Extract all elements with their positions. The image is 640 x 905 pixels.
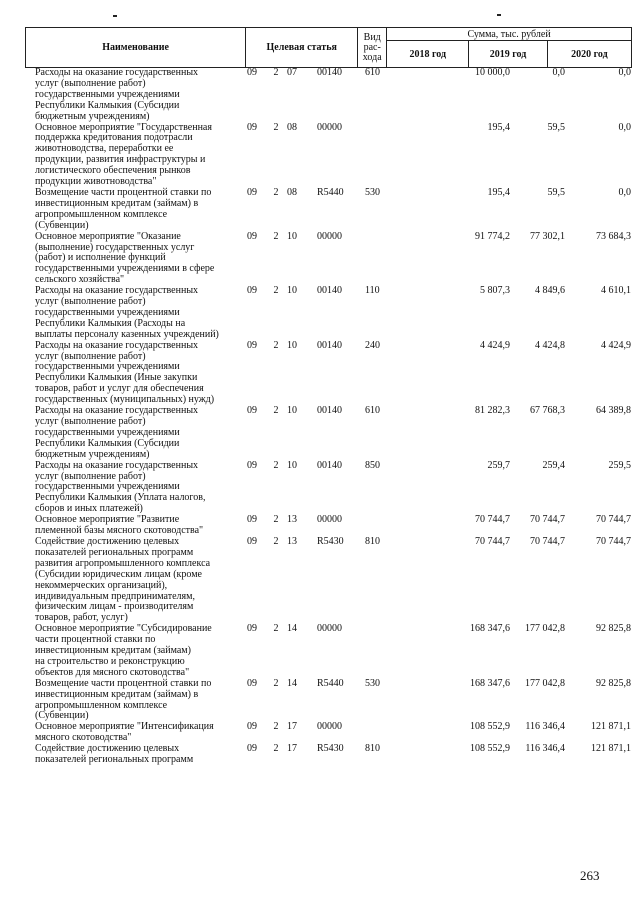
row-cell-c2: 2 bbox=[273, 405, 279, 417]
header-name: Наименование bbox=[26, 28, 246, 68]
row-cell-v1: 70 744,7 bbox=[475, 514, 510, 526]
row-cell-v3: 0,0 bbox=[618, 67, 631, 78]
row-cell-v3: 121 871,1 bbox=[591, 743, 631, 755]
row-cell-c4: R5440 bbox=[317, 186, 344, 198]
row-cell-c3: 07 bbox=[287, 67, 297, 78]
row-cell-c4: 00140 bbox=[317, 405, 342, 417]
row-cell-v1: 195,4 bbox=[487, 186, 510, 198]
row-cell-c5: 610 bbox=[365, 405, 380, 417]
row-name: Расходы на оказание государственных услуг (выполнение работ) государственными учреждениями Республики Калмыкия (Иные закупки товаров, работ и услуг для обеспечения государственных (муниципальных) нужд) bbox=[35, 339, 215, 406]
table-row bbox=[25, 68, 632, 123]
row-cell-v3: 92 825,8 bbox=[596, 623, 631, 635]
row-cell-c3: 10 bbox=[287, 339, 297, 351]
row-cell-v2: 67 768,3 bbox=[530, 405, 565, 417]
row-cell-c3: 10 bbox=[287, 459, 297, 471]
row-cell-c4: 00000 bbox=[317, 121, 342, 133]
row-cell-v3: 92 825,8 bbox=[596, 677, 631, 689]
row-cell-c5: 530 bbox=[365, 677, 380, 689]
table-header bbox=[25, 27, 632, 68]
row-cell-c4: 00140 bbox=[317, 285, 342, 297]
row-cell-v2: 116 346,4 bbox=[525, 743, 565, 755]
row-cell-v2: 177 042,8 bbox=[525, 623, 565, 635]
table-row bbox=[25, 722, 632, 744]
scan-speck bbox=[497, 14, 501, 16]
table-row bbox=[25, 624, 632, 679]
header-sum-title: Сумма, тыс. рублей bbox=[387, 28, 632, 41]
row-cell-c4: 00140 bbox=[317, 67, 342, 78]
row-cell-c2: 2 bbox=[273, 743, 279, 755]
row-name: Расходы на оказание государственных услуг (выполнение работ) государственными учреждениями Республики Калмыкия (Расходы на выплаты персоналу казенных учреждений) bbox=[35, 285, 219, 340]
row-name: Основное мероприятие "Оказание (выполнение) государственных услуг (работ) и исполнение функций государственными учреждениями в сфере сельского хозяйства" bbox=[35, 230, 215, 286]
row-cell-c5: 850 bbox=[365, 459, 380, 471]
row-cell-c1: 09 bbox=[247, 535, 257, 547]
row-cell-c5: 810 bbox=[365, 743, 380, 755]
header-year-2019: 2019 год bbox=[469, 41, 547, 68]
row-name: Расходы на оказание государственных услуг (выполнение работ) государственными учреждениями Республики Калмыкия (Субсидии бюджетным учреждениям) bbox=[35, 405, 199, 460]
row-cell-c3: 13 bbox=[287, 535, 297, 547]
row-cell-c4: 00000 bbox=[317, 623, 342, 635]
page-number: 263 bbox=[580, 868, 600, 883]
row-cell-v1: 195,4 bbox=[487, 121, 510, 133]
row-cell-v3: 64 389,8 bbox=[596, 405, 631, 417]
row-cell-c5: 240 bbox=[365, 339, 380, 351]
row-cell-v1: 168 347,6 bbox=[470, 677, 510, 689]
row-name: Расходы на оказание государственных услуг (выполнение работ) государственными учреждениями Республики Калмыкия (Субсидии бюджетным учреждениям) bbox=[35, 67, 199, 122]
row-cell-c3: 13 bbox=[287, 514, 297, 526]
row-cell-c2: 2 bbox=[273, 121, 279, 133]
row-cell-c3: 10 bbox=[287, 230, 297, 242]
row-cell-c1: 09 bbox=[247, 339, 257, 351]
row-cell-c1: 09 bbox=[247, 623, 257, 635]
row-cell-v2: 259,4 bbox=[542, 459, 565, 471]
row-cell-v3: 4 424,9 bbox=[601, 339, 631, 351]
row-cell-c2: 2 bbox=[273, 67, 279, 78]
row-cell-c4: 00000 bbox=[317, 514, 342, 526]
header-year-2018: 2018 год bbox=[387, 41, 469, 68]
row-cell-v3: 73 684,3 bbox=[596, 230, 631, 242]
row-cell-c1: 09 bbox=[247, 743, 257, 755]
row-name: Расходы на оказание государственных услуг (выполнение работ) государственными учреждениями Республики Калмыкия (Уплата налогов, сборов и иных платежей) bbox=[35, 459, 206, 515]
row-cell-v2: 59,5 bbox=[547, 186, 565, 198]
row-cell-c4: 00140 bbox=[317, 459, 342, 471]
row-cell-c1: 09 bbox=[247, 677, 257, 689]
row-cell-v3: 259,5 bbox=[608, 459, 631, 471]
row-cell-c3: 08 bbox=[287, 186, 297, 198]
table-row bbox=[25, 515, 632, 537]
row-cell-c3: 10 bbox=[287, 405, 297, 417]
row-cell-v1: 4 424,9 bbox=[480, 339, 510, 351]
row-cell-c1: 09 bbox=[247, 67, 257, 78]
row-cell-v1: 5 807,3 bbox=[480, 285, 510, 297]
row-cell-c2: 2 bbox=[273, 459, 279, 471]
header-expense-type: Вид рас- хода bbox=[358, 28, 387, 68]
row-cell-c1: 09 bbox=[247, 230, 257, 242]
row-name: Основное мероприятие "Развитие племенной базы мясного скотоводства" bbox=[35, 514, 204, 537]
row-cell-c2: 2 bbox=[273, 535, 279, 547]
row-cell-v1: 81 282,3 bbox=[475, 405, 510, 417]
row-cell-c2: 2 bbox=[273, 623, 279, 635]
row-cell-c2: 2 bbox=[273, 514, 279, 526]
table-row bbox=[25, 406, 632, 461]
row-cell-c4: R5440 bbox=[317, 677, 344, 689]
row-cell-c4: 00000 bbox=[317, 721, 342, 733]
row-cell-c1: 09 bbox=[247, 459, 257, 471]
row-cell-c2: 2 bbox=[273, 186, 279, 198]
row-cell-v2: 4 424,8 bbox=[535, 339, 565, 351]
table-row bbox=[25, 188, 632, 232]
row-cell-c2: 2 bbox=[273, 339, 279, 351]
table-row bbox=[25, 232, 632, 287]
row-cell-v1: 108 552,9 bbox=[470, 721, 510, 733]
scan-speck bbox=[113, 15, 117, 17]
row-cell-c1: 09 bbox=[247, 514, 257, 526]
row-cell-v2: 77 302,1 bbox=[530, 230, 565, 242]
row-cell-c4: 00000 bbox=[317, 230, 342, 242]
row-cell-v1: 108 552,9 bbox=[470, 743, 510, 755]
table-row bbox=[25, 461, 632, 516]
table-row bbox=[25, 341, 632, 406]
row-name: Основное мероприятие "Государственная поддержка кредитования подотрасли животноводства, переработки ее продукции, развития инфраструктуры и логистического обеспечения рынков продукции животноводства" bbox=[35, 121, 212, 188]
row-cell-c5: 110 bbox=[365, 285, 380, 297]
row-cell-c3: 17 bbox=[287, 721, 297, 733]
table-row bbox=[25, 537, 632, 624]
row-cell-c2: 2 bbox=[273, 721, 279, 733]
row-cell-c1: 09 bbox=[247, 121, 257, 133]
row-cell-v3: 121 871,1 bbox=[591, 721, 631, 733]
row-cell-c2: 2 bbox=[273, 230, 279, 242]
row-cell-v2: 4 849,6 bbox=[535, 285, 565, 297]
row-cell-v1: 259,7 bbox=[487, 459, 510, 471]
header-target-article: Целевая статья bbox=[246, 28, 358, 68]
row-name: Основное мероприятие "Субсидирование части процентной ставки по инвестиционным кредитам (займам) на строительство и реконструкцию объектов для мясного скотоводства" bbox=[35, 623, 212, 678]
row-cell-v1: 168 347,6 bbox=[470, 623, 510, 635]
row-cell-c5: 530 bbox=[365, 186, 380, 198]
header-year-2020: 2020 год bbox=[547, 41, 631, 68]
row-cell-c3: 17 bbox=[287, 743, 297, 755]
row-cell-v3: 4 610,1 bbox=[601, 285, 631, 297]
row-cell-v3: 70 744,7 bbox=[596, 514, 631, 526]
table-row bbox=[25, 679, 632, 723]
row-cell-c2: 2 bbox=[273, 285, 279, 297]
row-cell-c3: 14 bbox=[287, 677, 297, 689]
row-cell-v1: 10 000,0 bbox=[475, 67, 510, 78]
table-row bbox=[25, 744, 632, 766]
row-cell-c3: 10 bbox=[287, 285, 297, 297]
row-cell-c5: 810 bbox=[365, 535, 380, 547]
row-cell-c1: 09 bbox=[247, 285, 257, 297]
row-name: Содействие достижению целевых показателей региональных программ развития агропромышленного комплекса (Субсидии юридическим лицам (кроме некоммерческих организаций), индивидуальным предпринимателям, физическим лицам - производителям товаров, работ, услуг) bbox=[35, 535, 211, 624]
row-cell-v3: 0,0 bbox=[618, 186, 631, 198]
row-name: Основное мероприятие "Интенсификация мясного скотоводства" bbox=[35, 721, 214, 744]
table-row bbox=[25, 286, 632, 341]
row-cell-v2: 59,5 bbox=[547, 121, 565, 133]
row-cell-v1: 70 744,7 bbox=[475, 535, 510, 547]
table-body bbox=[25, 68, 632, 766]
row-cell-v2: 70 744,7 bbox=[530, 514, 565, 526]
row-cell-c2: 2 bbox=[273, 677, 279, 689]
row-cell-v1: 91 774,2 bbox=[475, 230, 510, 242]
row-cell-v2: 70 744,7 bbox=[530, 535, 565, 547]
row-cell-c3: 08 bbox=[287, 121, 297, 133]
row-cell-c1: 09 bbox=[247, 405, 257, 417]
row-cell-v3: 0,0 bbox=[618, 121, 631, 133]
row-cell-v2: 177 042,8 bbox=[525, 677, 565, 689]
row-name: Возмещение части процентной ставки по инвестиционным кредитам (займам) в агропромышленном комплексе (Субвенции) bbox=[35, 677, 212, 722]
row-cell-c4: 00140 bbox=[317, 339, 342, 351]
row-cell-c5: 610 bbox=[365, 67, 380, 78]
row-cell-c4: R5430 bbox=[317, 743, 344, 755]
row-cell-c4: R5430 bbox=[317, 535, 344, 547]
row-cell-c3: 14 bbox=[287, 623, 297, 635]
row-cell-v2: 116 346,4 bbox=[525, 721, 565, 733]
row-name: Возмещение части процентной ставки по инвестиционным кредитам (займам) в агропромышленном комплексе (Субвенции) bbox=[35, 186, 212, 231]
row-name: Содействие достижению целевых показателей региональных программ bbox=[35, 743, 194, 766]
row-cell-c1: 09 bbox=[247, 186, 257, 198]
row-cell-c1: 09 bbox=[247, 721, 257, 733]
row-cell-v2: 0,0 bbox=[552, 67, 565, 78]
row-cell-v3: 70 744,7 bbox=[596, 535, 631, 547]
table-row bbox=[25, 123, 632, 188]
